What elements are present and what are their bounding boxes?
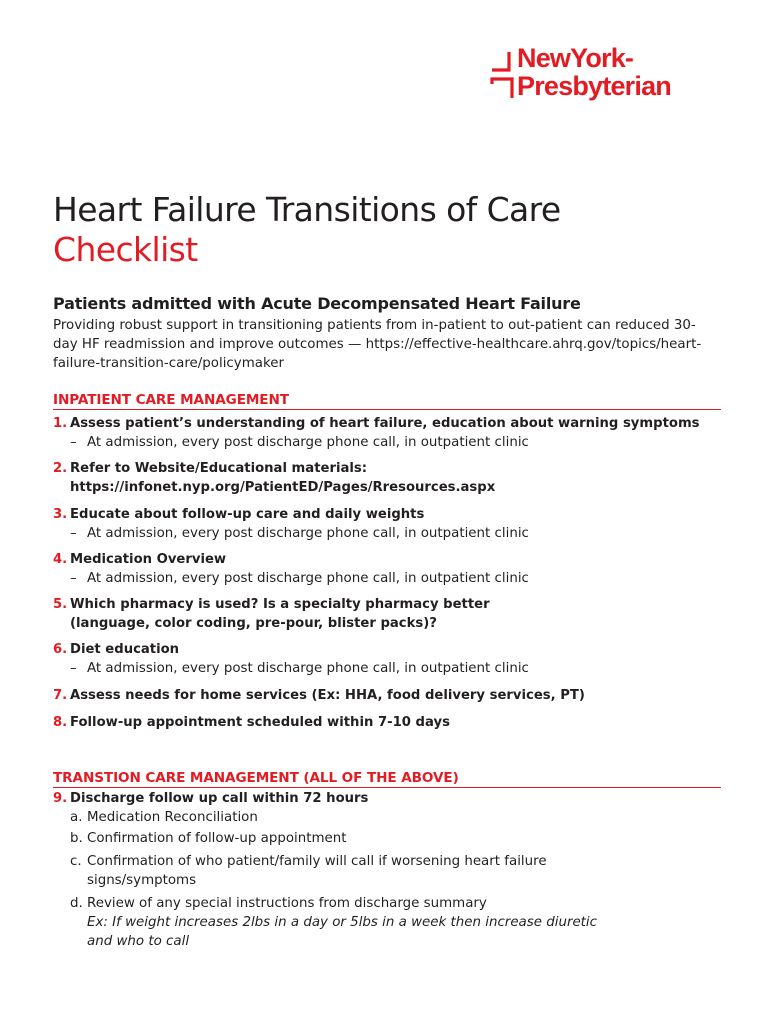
inpatient-section bbox=[53, 392, 721, 732]
item-subtext: At admission, every post discharge phone call, in outpatient clinic bbox=[87, 571, 529, 586]
sub-item-c bbox=[53, 852, 721, 871]
item-text: Refer to Website/Educational materials: bbox=[70, 461, 368, 476]
item-number: 4. bbox=[53, 552, 68, 567]
checklist-item-8 bbox=[53, 713, 721, 732]
item-text: Educate about follow-up care and daily weights bbox=[70, 507, 425, 522]
sub-item-letter: a. bbox=[70, 810, 83, 825]
item-number: 9. bbox=[53, 791, 68, 806]
logo-line-2: Presbyterian bbox=[517, 71, 671, 101]
item-subtext: At admission, every post discharge phone call, in outpatient clinic bbox=[87, 661, 529, 676]
intro-heading: Patients admitted with Acute Decompensated Heart Failure bbox=[53, 294, 581, 313]
dash-glyph: – bbox=[70, 526, 77, 541]
sub-item-text: Review of any special instructions from discharge summary bbox=[87, 896, 487, 911]
sub-item-letter: c. bbox=[70, 854, 82, 869]
title-line-1: Heart Failure Transitions of Care bbox=[53, 190, 561, 229]
item-number: 5. bbox=[53, 597, 68, 612]
sub-item-text: Confirmation of follow-up appointment bbox=[87, 831, 347, 846]
sub-item-d-example-line-2: and who to call bbox=[87, 934, 190, 949]
logo-line-1: NewYork- bbox=[517, 43, 634, 73]
sub-item-c-continued: signs/symptoms bbox=[87, 873, 197, 888]
nyp-logo bbox=[489, 44, 729, 108]
checklist-item-4 bbox=[53, 550, 721, 588]
sub-item-text: Medication Reconciliation bbox=[87, 810, 258, 825]
intro-block bbox=[53, 294, 713, 373]
sub-item-d bbox=[53, 894, 721, 913]
nyp-logo-text bbox=[517, 44, 671, 100]
checklist-item-9 bbox=[53, 789, 721, 808]
intro-body: Providing robust support in transitioning patients from in-patient to out-patient can reduced 30-day HF readmission and improve outcomes — https://effective-healthcare.ahrq.gov/topics/heart-failure-transition-care/policymaker bbox=[53, 318, 702, 371]
item-number: 3. bbox=[53, 507, 68, 522]
checklist-item-3 bbox=[53, 505, 721, 543]
item-subtext: At admission, every post discharge phone call, in outpatient clinic bbox=[87, 526, 529, 541]
sub-item-letter: d. bbox=[70, 896, 83, 911]
item-text-line-2: https://infonet.nyp.org/PatientED/Pages/Rresources.aspx bbox=[70, 480, 496, 495]
sub-item-d-example-line-1: Ex: If weight increases 2lbs in a day or 5lbs in a week then increase diuretic bbox=[87, 915, 598, 930]
dash-glyph: – bbox=[70, 435, 77, 450]
checklist-item-7 bbox=[53, 686, 721, 705]
sub-item-text: Confirmation of who patient/family will call if worsening heart failure bbox=[87, 854, 547, 869]
item-subtext: At admission, every post discharge phone call, in outpatient clinic bbox=[87, 435, 529, 450]
item-number: 7. bbox=[53, 688, 68, 703]
transition-section bbox=[53, 770, 721, 951]
nyp-logo-mark-icon bbox=[489, 48, 515, 98]
checklist-item-1 bbox=[53, 414, 721, 452]
item-text-line-2: (language, color coding, pre-pour, blister packs)? bbox=[70, 616, 437, 631]
sub-item-a bbox=[53, 808, 721, 827]
item-text: Assess patient’s understanding of heart failure, education about warning symptoms bbox=[70, 416, 700, 431]
item-text: Which pharmacy is used? Is a specialty pharmacy better bbox=[70, 597, 490, 612]
checklist-item-2 bbox=[53, 459, 721, 497]
item-text: Assess needs for home services (Ex: HHA, food delivery services, PT) bbox=[70, 688, 585, 703]
page-title bbox=[53, 190, 561, 270]
checklist-item-6 bbox=[53, 640, 721, 678]
item-text: Discharge follow up call within 72 hours bbox=[70, 791, 369, 806]
item-number: 8. bbox=[53, 715, 68, 730]
item-number: 1. bbox=[53, 416, 68, 431]
title-line-2: Checklist bbox=[53, 230, 198, 269]
checklist-item-5 bbox=[53, 595, 721, 633]
item-number: 6. bbox=[53, 642, 68, 657]
item-number: 2. bbox=[53, 461, 68, 476]
item-text: Diet education bbox=[70, 642, 180, 657]
item-text: Medication Overview bbox=[70, 552, 227, 567]
sub-item-letter: b. bbox=[70, 831, 83, 846]
transition-section-title: TRANSTION CARE MANAGEMENT (ALL OF THE ABOVE) bbox=[53, 770, 721, 788]
item-text: Follow-up appointment scheduled within 7-10 days bbox=[70, 715, 450, 730]
inpatient-section-title: INPATIENT CARE MANAGEMENT bbox=[53, 392, 721, 410]
dash-glyph: – bbox=[70, 661, 77, 676]
dash-glyph: – bbox=[70, 571, 77, 586]
sub-item-b bbox=[53, 829, 721, 848]
